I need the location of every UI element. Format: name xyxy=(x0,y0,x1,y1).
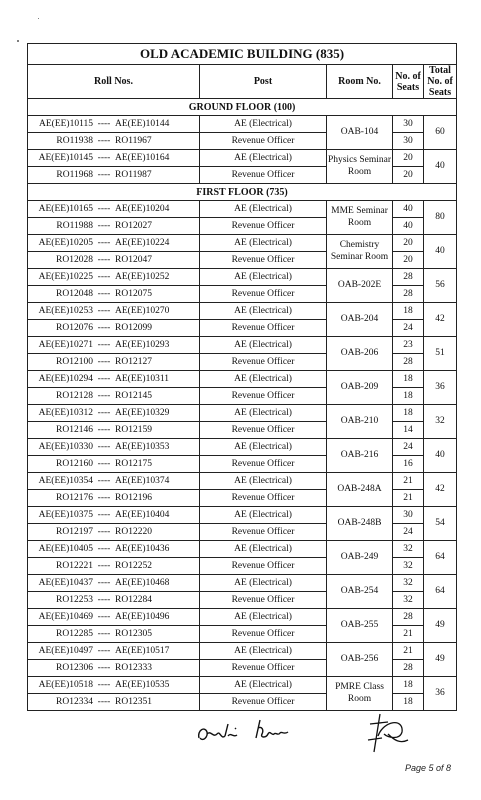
seats-cell: 20 xyxy=(393,235,424,252)
seats-cell: 20 xyxy=(393,150,424,167)
roll-range-cell xyxy=(28,303,200,320)
seats-cell: 30 xyxy=(393,507,424,524)
floor-title: GROUND FLOOR (100) xyxy=(28,99,457,116)
table-row xyxy=(28,558,457,575)
roll-to: RO12333 xyxy=(115,662,152,673)
page-number: Page 5 of 8 xyxy=(404,763,451,773)
seats-cell: 32 xyxy=(393,575,424,592)
roll-from: RO12128 xyxy=(56,390,93,401)
table-row xyxy=(28,490,457,507)
post-cell: AE (Electrical) xyxy=(200,439,327,456)
post-cell: Revenue Officer xyxy=(200,490,327,507)
total-seats-cell: 64 xyxy=(424,541,457,575)
table-row xyxy=(28,643,457,660)
roll-to: RO12351 xyxy=(115,696,152,707)
post-cell: AE (Electrical) xyxy=(200,371,327,388)
room-cell: OAB-204 xyxy=(327,303,393,337)
signature-1 xyxy=(195,718,255,748)
roll-to: RO12075 xyxy=(115,288,152,299)
roll-to: AE(EE)10468 xyxy=(115,577,170,588)
roll-separator: ---- xyxy=(97,577,111,588)
roll-to: AE(EE)10252 xyxy=(115,271,170,282)
table-row xyxy=(28,524,457,541)
room-cell: OAB-206 xyxy=(327,337,393,371)
roll-from: AE(EE)10225 xyxy=(38,271,93,282)
total-seats-cell: 40 xyxy=(424,150,457,184)
table-row xyxy=(28,133,457,150)
room-cell: OAB-202E xyxy=(327,269,393,303)
table-row xyxy=(28,422,457,439)
post-cell: AE (Electrical) xyxy=(200,677,327,694)
seats-cell: 40 xyxy=(393,218,424,235)
table-row xyxy=(28,303,457,320)
seats-cell: 28 xyxy=(393,660,424,677)
seats-cell: 18 xyxy=(393,405,424,422)
roll-separator: ---- xyxy=(97,356,111,367)
signature-3 xyxy=(362,710,412,755)
room-header: Room No. xyxy=(327,65,393,99)
post-cell: AE (Electrical) xyxy=(200,150,327,167)
roll-range-cell xyxy=(28,541,200,558)
roll-range-cell xyxy=(28,694,200,711)
roll-range-cell xyxy=(28,439,200,456)
roll-range-cell xyxy=(28,626,200,643)
roll-from: RO12028 xyxy=(56,254,93,265)
total-seats-cell: 64 xyxy=(424,575,457,609)
seats-cell: 21 xyxy=(393,490,424,507)
roll-separator: ---- xyxy=(97,679,111,690)
post-cell: AE (Electrical) xyxy=(200,201,327,218)
post-cell: Revenue Officer xyxy=(200,626,327,643)
room-cell: OAB-249 xyxy=(327,541,393,575)
total-seats-cell: 54 xyxy=(424,507,457,541)
post-cell: Revenue Officer xyxy=(200,133,327,150)
roll-from: RO12285 xyxy=(56,628,93,639)
seating-table xyxy=(27,43,457,711)
seats-cell: 28 xyxy=(393,354,424,371)
table-row xyxy=(28,541,457,558)
seats-cell: 23 xyxy=(393,337,424,354)
floor-header-row xyxy=(28,184,457,201)
roll-separator: ---- xyxy=(97,339,111,350)
table-row xyxy=(28,150,457,167)
total-seats-cell: 32 xyxy=(424,405,457,439)
roll-separator: ---- xyxy=(97,203,111,214)
roll-separator: ---- xyxy=(97,492,111,503)
table-row xyxy=(28,252,457,269)
roll-from: RO12146 xyxy=(56,424,93,435)
roll-to: AE(EE)10144 xyxy=(115,118,170,129)
roll-from: AE(EE)10330 xyxy=(38,441,93,452)
post-cell: Revenue Officer xyxy=(200,286,327,303)
total-seats-cell: 49 xyxy=(424,643,457,677)
roll-range-cell xyxy=(28,507,200,524)
roll-to: RO12305 xyxy=(115,628,152,639)
scan-speck xyxy=(38,18,39,19)
roll-separator: ---- xyxy=(97,458,111,469)
room-cell: OAB-254 xyxy=(327,575,393,609)
roll-from: AE(EE)10115 xyxy=(39,118,93,129)
roll-to: RO12175 xyxy=(115,458,152,469)
seats-cell: 21 xyxy=(393,473,424,490)
post-cell: Revenue Officer xyxy=(200,218,327,235)
roll-range-cell xyxy=(28,558,200,575)
roll-from: AE(EE)10354 xyxy=(38,475,93,486)
room-cell: OAB-216 xyxy=(327,439,393,473)
post-cell: AE (Electrical) xyxy=(200,303,327,320)
total-seats-cell: 56 xyxy=(424,269,457,303)
table-row xyxy=(28,626,457,643)
room-cell: MME Seminar Room xyxy=(327,201,393,235)
table-row xyxy=(28,218,457,235)
table-row xyxy=(28,473,457,490)
roll-to: AE(EE)10404 xyxy=(115,509,170,520)
seats-cell: 32 xyxy=(393,558,424,575)
roll-range-cell xyxy=(28,388,200,405)
seats-cell: 14 xyxy=(393,422,424,439)
roll-separator: ---- xyxy=(97,543,111,554)
roll-from: RO12160 xyxy=(56,458,93,469)
roll-separator: ---- xyxy=(97,305,111,316)
seats-cell: 40 xyxy=(393,201,424,218)
roll-to: AE(EE)10329 xyxy=(115,407,170,418)
roll-separator: ---- xyxy=(97,662,111,673)
roll-separator: ---- xyxy=(97,373,111,384)
total-seats-cell: 51 xyxy=(424,337,457,371)
table-row xyxy=(28,167,457,184)
roll-range-cell xyxy=(28,456,200,473)
roll-range-cell xyxy=(28,473,200,490)
roll-from: AE(EE)10469 xyxy=(38,611,93,622)
roll-range-cell xyxy=(28,218,200,235)
roll-range-cell xyxy=(28,524,200,541)
table-row xyxy=(28,660,457,677)
roll-range-cell xyxy=(28,337,200,354)
roll-separator: ---- xyxy=(97,475,111,486)
signature-2 xyxy=(252,716,292,746)
seats-cell: 24 xyxy=(393,524,424,541)
post-cell: AE (Electrical) xyxy=(200,473,327,490)
roll-range-cell xyxy=(28,235,200,252)
roll-range-cell xyxy=(28,609,200,626)
roll-to: AE(EE)10353 xyxy=(115,441,170,452)
roll-from: AE(EE)10497 xyxy=(38,645,93,656)
scan-speck xyxy=(17,40,19,42)
table-row xyxy=(28,694,457,711)
roll-range-cell xyxy=(28,660,200,677)
roll-separator: ---- xyxy=(97,696,111,707)
roll-to: AE(EE)10311 xyxy=(115,373,169,384)
seats-cell: 21 xyxy=(393,626,424,643)
roll-separator: ---- xyxy=(97,169,111,180)
post-cell: Revenue Officer xyxy=(200,320,327,337)
table-row xyxy=(28,507,457,524)
table-row xyxy=(28,575,457,592)
roll-from: AE(EE)10405 xyxy=(38,543,93,554)
roll-separator: ---- xyxy=(97,594,111,605)
room-cell: Physics Seminar Room xyxy=(327,150,393,184)
post-cell: Revenue Officer xyxy=(200,592,327,609)
roll-to: RO12220 xyxy=(115,526,152,537)
post-cell: Revenue Officer xyxy=(200,167,327,184)
roll-from: RO12306 xyxy=(56,662,93,673)
roll-from: AE(EE)10253 xyxy=(38,305,93,316)
room-cell: PMRE Class Room xyxy=(327,677,393,711)
seats-cell: 16 xyxy=(393,456,424,473)
table-row xyxy=(28,354,457,371)
roll-range-cell xyxy=(28,269,200,286)
roll-to: RO12027 xyxy=(115,220,152,231)
roll-to: AE(EE)10496 xyxy=(115,611,170,622)
post-cell: Revenue Officer xyxy=(200,354,327,371)
roll-separator: ---- xyxy=(97,628,111,639)
roll-range-cell xyxy=(28,133,200,150)
seats-cell: 28 xyxy=(393,609,424,626)
roll-to: AE(EE)10517 xyxy=(115,645,170,656)
roll-range-cell xyxy=(28,320,200,337)
roll-separator: ---- xyxy=(97,560,111,571)
room-cell: OAB-248A xyxy=(327,473,393,507)
roll-to: AE(EE)10374 xyxy=(115,475,170,486)
table-row xyxy=(28,371,457,388)
roll-from: RO11968 xyxy=(56,169,93,180)
table-row xyxy=(28,388,457,405)
roll-range-cell xyxy=(28,201,200,218)
post-cell: Revenue Officer xyxy=(200,694,327,711)
table-row xyxy=(28,677,457,694)
seats-cell: 18 xyxy=(393,371,424,388)
post-header: Post xyxy=(200,65,327,99)
roll-to: AE(EE)10436 xyxy=(115,543,170,554)
post-cell: AE (Electrical) xyxy=(200,575,327,592)
roll-from: RO12176 xyxy=(56,492,93,503)
roll-to: RO12284 xyxy=(115,594,152,605)
seating-plan xyxy=(27,43,456,711)
roll-range-cell xyxy=(28,575,200,592)
total-seats-cell: 80 xyxy=(424,201,457,235)
total-seats-cell: 42 xyxy=(424,473,457,507)
room-cell: OAB-255 xyxy=(327,609,393,643)
roll-range-cell xyxy=(28,252,200,269)
roll-separator: ---- xyxy=(97,509,111,520)
post-cell: Revenue Officer xyxy=(200,558,327,575)
roll-range-cell xyxy=(28,677,200,694)
seats-cell: 24 xyxy=(393,320,424,337)
post-cell: AE (Electrical) xyxy=(200,116,327,133)
roll-from: AE(EE)10437 xyxy=(38,577,93,588)
roll-separator: ---- xyxy=(97,254,111,265)
roll-from: AE(EE)10518 xyxy=(38,679,93,690)
seats-cell: 32 xyxy=(393,592,424,609)
roll-to: RO12099 xyxy=(115,322,152,333)
roll-from: AE(EE)10271 xyxy=(38,339,93,350)
post-cell: AE (Electrical) xyxy=(200,235,327,252)
roll-range-cell xyxy=(28,422,200,439)
room-cell: OAB-209 xyxy=(327,371,393,405)
total-seats-cell: 42 xyxy=(424,303,457,337)
roll-from: RO11938 xyxy=(56,135,93,146)
roll-separator: ---- xyxy=(97,322,111,333)
post-cell: AE (Electrical) xyxy=(200,609,327,626)
roll-separator: ---- xyxy=(97,288,111,299)
roll-to: AE(EE)10224 xyxy=(115,237,170,248)
roll-from: RO12100 xyxy=(56,356,93,367)
roll-separator: ---- xyxy=(97,407,111,418)
post-cell: Revenue Officer xyxy=(200,524,327,541)
seats-cell: 30 xyxy=(393,133,424,150)
roll-separator: ---- xyxy=(97,390,111,401)
roll-separator: ---- xyxy=(97,152,111,163)
total-seats-cell: 49 xyxy=(424,609,457,643)
seats-cell: 28 xyxy=(393,286,424,303)
roll-to: RO12196 xyxy=(115,492,152,503)
signatures xyxy=(0,710,481,760)
seats-cell: 20 xyxy=(393,252,424,269)
roll-separator: ---- xyxy=(97,271,111,282)
roll-from: AE(EE)10312 xyxy=(38,407,93,418)
table-body xyxy=(28,99,457,711)
seats-cell: 18 xyxy=(393,303,424,320)
roll-to: RO12159 xyxy=(115,424,152,435)
post-cell: Revenue Officer xyxy=(200,660,327,677)
roll-range-cell xyxy=(28,371,200,388)
roll-to: RO12047 xyxy=(115,254,152,265)
roll-range-cell xyxy=(28,592,200,609)
roll-from: RO12048 xyxy=(56,288,93,299)
roll-to: RO12127 xyxy=(115,356,152,367)
post-cell: AE (Electrical) xyxy=(200,541,327,558)
post-cell: Revenue Officer xyxy=(200,252,327,269)
seats-cell: 24 xyxy=(393,439,424,456)
roll-range-cell xyxy=(28,643,200,660)
roll-from: AE(EE)10205 xyxy=(38,237,93,248)
total-seats-cell: 40 xyxy=(424,235,457,269)
roll-separator: ---- xyxy=(97,441,111,452)
roll-from: RO12221 xyxy=(56,560,93,571)
table-row xyxy=(28,456,457,473)
roll-to: AE(EE)10535 xyxy=(115,679,170,690)
total-header: Total No. of Seats xyxy=(424,65,457,99)
roll-to: RO12252 xyxy=(115,560,152,571)
roll-to: RO12145 xyxy=(115,390,152,401)
seats-cell: 28 xyxy=(393,269,424,286)
roll-from: AE(EE)10375 xyxy=(38,509,93,520)
roll-range-cell xyxy=(28,286,200,303)
seats-cell: 18 xyxy=(393,388,424,405)
seats-cell: 18 xyxy=(393,677,424,694)
roll-separator: ---- xyxy=(97,424,111,435)
post-cell: Revenue Officer xyxy=(200,422,327,439)
roll-separator: ---- xyxy=(97,220,111,231)
post-cell: AE (Electrical) xyxy=(200,507,327,524)
roll-header: Roll Nos. xyxy=(28,65,200,99)
roll-range-cell xyxy=(28,150,200,167)
roll-from: RO12197 xyxy=(56,526,93,537)
table-row xyxy=(28,337,457,354)
total-seats-cell: 36 xyxy=(424,371,457,405)
floor-title: FIRST FLOOR (735) xyxy=(28,184,457,201)
table-row xyxy=(28,269,457,286)
roll-from: RO11988 xyxy=(56,220,93,231)
total-seats-cell: 36 xyxy=(424,677,457,711)
seats-cell: 32 xyxy=(393,541,424,558)
roll-from: AE(EE)10294 xyxy=(38,373,93,384)
roll-range-cell xyxy=(28,116,200,133)
seats-cell: 30 xyxy=(393,116,424,133)
roll-from: RO12253 xyxy=(56,594,93,605)
roll-separator: ---- xyxy=(97,526,111,537)
table-row xyxy=(28,320,457,337)
table-row xyxy=(28,201,457,218)
roll-from: AE(EE)10165 xyxy=(38,203,93,214)
post-cell: AE (Electrical) xyxy=(200,337,327,354)
roll-to: AE(EE)10204 xyxy=(115,203,170,214)
building-title: OLD ACADEMIC BUILDING (835) xyxy=(28,44,457,65)
roll-to: AE(EE)10164 xyxy=(115,152,170,163)
room-cell: OAB-210 xyxy=(327,405,393,439)
table-row xyxy=(28,405,457,422)
seats-cell: 21 xyxy=(393,643,424,660)
seats-cell: 18 xyxy=(393,694,424,711)
floor-header-row xyxy=(28,99,457,116)
post-cell: Revenue Officer xyxy=(200,456,327,473)
roll-range-cell xyxy=(28,354,200,371)
table-row xyxy=(28,116,457,133)
table-row xyxy=(28,609,457,626)
seats-header: No. of Seats xyxy=(393,65,424,99)
roll-from: RO12334 xyxy=(56,696,93,707)
room-cell: Chemistry Seminar Room xyxy=(327,235,393,269)
roll-separator: ---- xyxy=(97,118,111,129)
roll-separator: ---- xyxy=(97,135,111,146)
roll-separator: ---- xyxy=(97,611,111,622)
roll-to: RO11967 xyxy=(115,135,152,146)
room-cell: OAB-104 xyxy=(327,116,393,150)
roll-to: RO11987 xyxy=(115,169,152,180)
total-seats-cell: 60 xyxy=(424,116,457,150)
roll-range-cell xyxy=(28,167,200,184)
seats-cell: 20 xyxy=(393,167,424,184)
table-row xyxy=(28,439,457,456)
roll-range-cell xyxy=(28,405,200,422)
post-cell: Revenue Officer xyxy=(200,388,327,405)
roll-range-cell xyxy=(28,490,200,507)
total-seats-cell: 40 xyxy=(424,439,457,473)
room-cell: OAB-256 xyxy=(327,643,393,677)
table-row xyxy=(28,235,457,252)
roll-from: AE(EE)10145 xyxy=(38,152,93,163)
roll-separator: ---- xyxy=(97,237,111,248)
room-cell: OAB-248B xyxy=(327,507,393,541)
roll-from: RO12076 xyxy=(56,322,93,333)
roll-separator: ---- xyxy=(97,645,111,656)
table-row xyxy=(28,592,457,609)
roll-to: AE(EE)10270 xyxy=(115,305,170,316)
post-cell: AE (Electrical) xyxy=(200,405,327,422)
table-row xyxy=(28,286,457,303)
roll-to: AE(EE)10293 xyxy=(115,339,170,350)
post-cell: AE (Electrical) xyxy=(200,643,327,660)
post-cell: AE (Electrical) xyxy=(200,269,327,286)
